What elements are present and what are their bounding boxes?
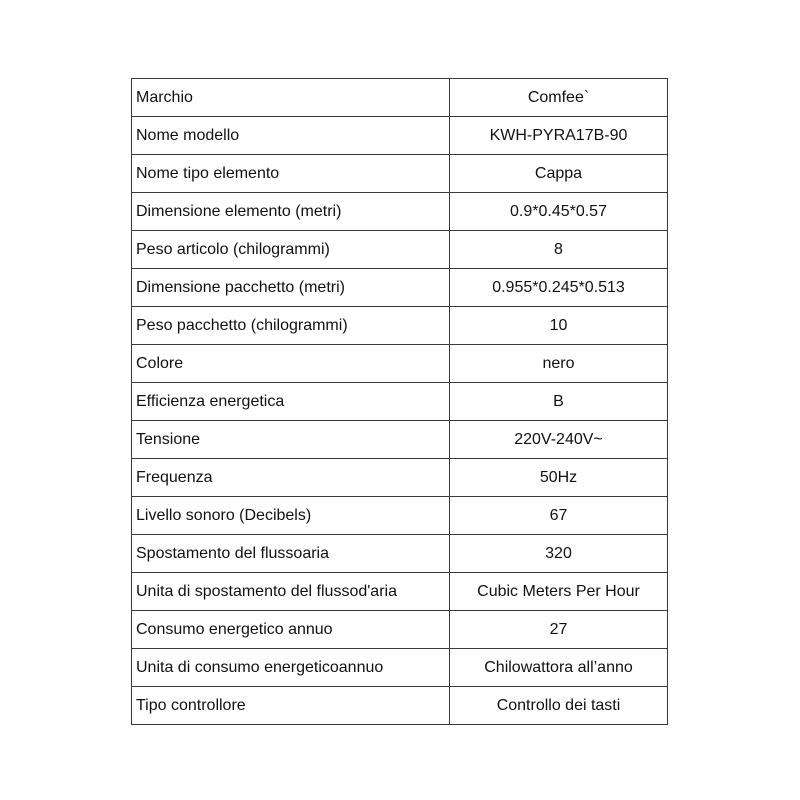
spec-label: Nome tipo elemento	[132, 155, 450, 193]
spec-value: Cubic Meters Per Hour	[450, 573, 668, 611]
spec-label: Nome modello	[132, 117, 450, 155]
spec-value: KWH-PYRA17B-90	[450, 117, 668, 155]
spec-value: Comfee`	[450, 79, 668, 117]
spec-label: Dimensione pacchetto (metri)	[132, 269, 450, 307]
table-row	[132, 497, 668, 535]
spec-value: 0.9*0.45*0.57	[450, 193, 668, 231]
spec-value: 8	[450, 231, 668, 269]
spec-value: Cappa	[450, 155, 668, 193]
spec-label: Unita di spostamento del flussod'aria	[132, 573, 450, 611]
spec-label: Tipo controllore	[132, 687, 450, 725]
table-row	[132, 535, 668, 573]
table-row	[132, 269, 668, 307]
table-row	[132, 231, 668, 269]
table-row	[132, 383, 668, 421]
spec-label: Peso articolo (chilogrammi)	[132, 231, 450, 269]
table-row	[132, 155, 668, 193]
table-row	[132, 649, 668, 687]
table-row	[132, 193, 668, 231]
table-row	[132, 573, 668, 611]
spec-label: Dimensione elemento (metri)	[132, 193, 450, 231]
spec-value: 67	[450, 497, 668, 535]
spec-value: 320	[450, 535, 668, 573]
spec-value: 220V-240V~	[450, 421, 668, 459]
spec-label: Livello sonoro (Decibels)	[132, 497, 450, 535]
table-row	[132, 79, 668, 117]
spec-label: Spostamento del flussoaria	[132, 535, 450, 573]
table-row	[132, 307, 668, 345]
spec-value: 10	[450, 307, 668, 345]
spec-label: Colore	[132, 345, 450, 383]
spec-label: Consumo energetico annuo	[132, 611, 450, 649]
table-row	[132, 611, 668, 649]
spec-value: 50Hz	[450, 459, 668, 497]
spec-table-body	[132, 79, 668, 725]
spec-value: nero	[450, 345, 668, 383]
table-row	[132, 687, 668, 725]
spec-label: Tensione	[132, 421, 450, 459]
table-row	[132, 345, 668, 383]
table-row	[132, 421, 668, 459]
spec-label: Peso pacchetto (chilogrammi)	[132, 307, 450, 345]
table-row	[132, 117, 668, 155]
table-row	[132, 459, 668, 497]
spec-value: B	[450, 383, 668, 421]
spec-label: Unita di consumo energeticoannuo	[132, 649, 450, 687]
spec-value: 27	[450, 611, 668, 649]
spec-table	[131, 78, 668, 725]
spec-label: Efficienza energetica	[132, 383, 450, 421]
spec-value: Chilowattora all’anno	[450, 649, 668, 687]
spec-label: Frequenza	[132, 459, 450, 497]
spec-value: Controllo dei tasti	[450, 687, 668, 725]
spec-value: 0.955*0.245*0.513	[450, 269, 668, 307]
spec-label: Marchio	[132, 79, 450, 117]
